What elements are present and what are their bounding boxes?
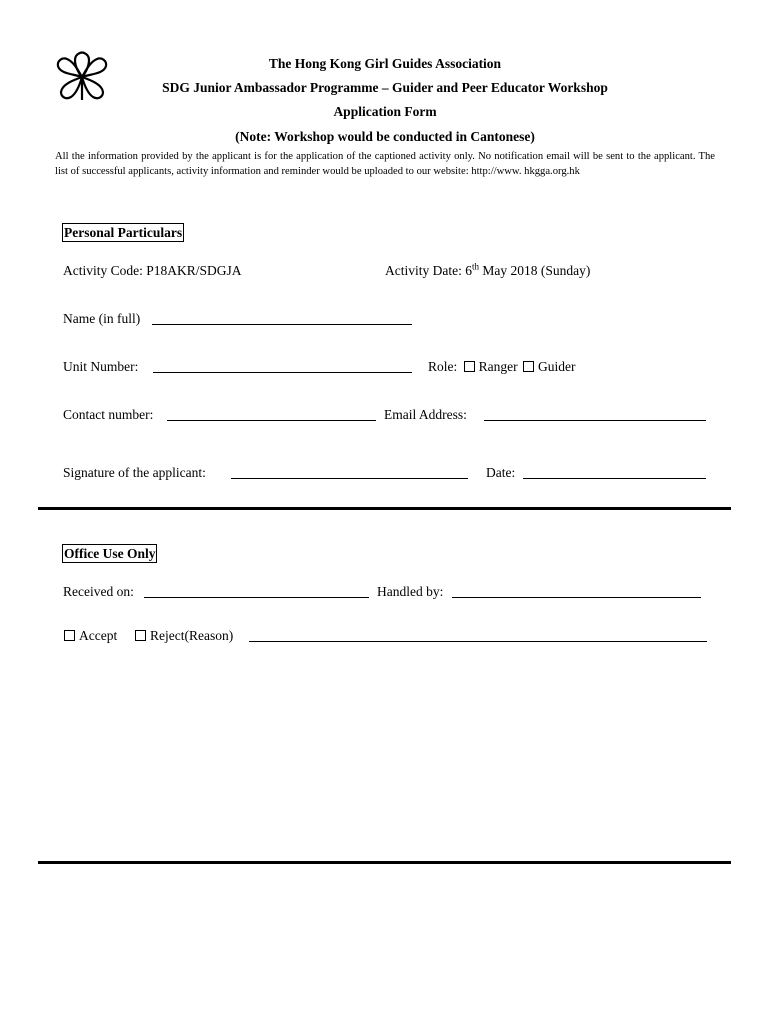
guider-checkbox[interactable] [523,361,534,372]
activity-code: Activity Code: P18AKR/SDGJA [63,263,242,278]
bottom-divider [38,861,731,864]
handled-by-label: Handled by: [377,584,444,599]
office-use-heading: Office Use Only [64,546,156,561]
reject-label: Reject(Reason) [150,628,234,643]
guider-option-label: Guider [537,359,576,374]
accept-option [64,628,117,644]
name-field[interactable] [152,324,412,325]
received-on-field[interactable] [144,597,369,598]
signature-label: Signature of the applicant: [63,465,206,480]
date-label: Date: [486,465,516,480]
ranger-option-label: Ranger [478,359,518,374]
accept-checkbox[interactable] [64,630,75,641]
contact-number-field[interactable] [167,420,376,421]
email-field[interactable] [484,420,706,421]
reject-checkbox[interactable] [135,630,146,641]
reject-reason-field[interactable] [249,641,707,642]
unit-number-label: Unit Number: [63,359,139,374]
contact-number-label: Contact number: [63,407,154,422]
unit-number-field[interactable] [153,372,412,373]
reject-option [135,628,233,644]
org-title: The Hong Kong Girl Guides Association [268,56,502,71]
received-on-label: Received on: [63,584,134,599]
intro-paragraph: All the information provided by the applicant is for the application of the captioned activity only. No notification email will be sent to the applicant. The list of successful applicants, activity information and reminder would be uploaded to our website: http://www. hkgga.org.hk [55,151,715,177]
language-note: (Note: Workshop would be conducted in Cantonese) [235,129,535,144]
role-label: Role: [428,359,458,374]
section-divider [38,507,731,510]
activity-date: Activity Date: 6th May 2018 (Sunday) [385,261,591,278]
role-group [428,359,575,375]
signature-field[interactable] [231,478,468,479]
form-title: Application Form [333,104,437,119]
email-label: Email Address: [384,407,467,422]
handled-by-field[interactable] [452,597,701,598]
programme-title: SDG Junior Ambassador Programme – Guider and Peer Educator Workshop [162,80,608,95]
date-field[interactable] [523,478,706,479]
name-label: Name (in full) [63,311,141,326]
personal-particulars-heading: Personal Particulars [64,225,183,240]
ranger-checkbox[interactable] [464,361,475,372]
accept-label: Accept [79,628,118,643]
